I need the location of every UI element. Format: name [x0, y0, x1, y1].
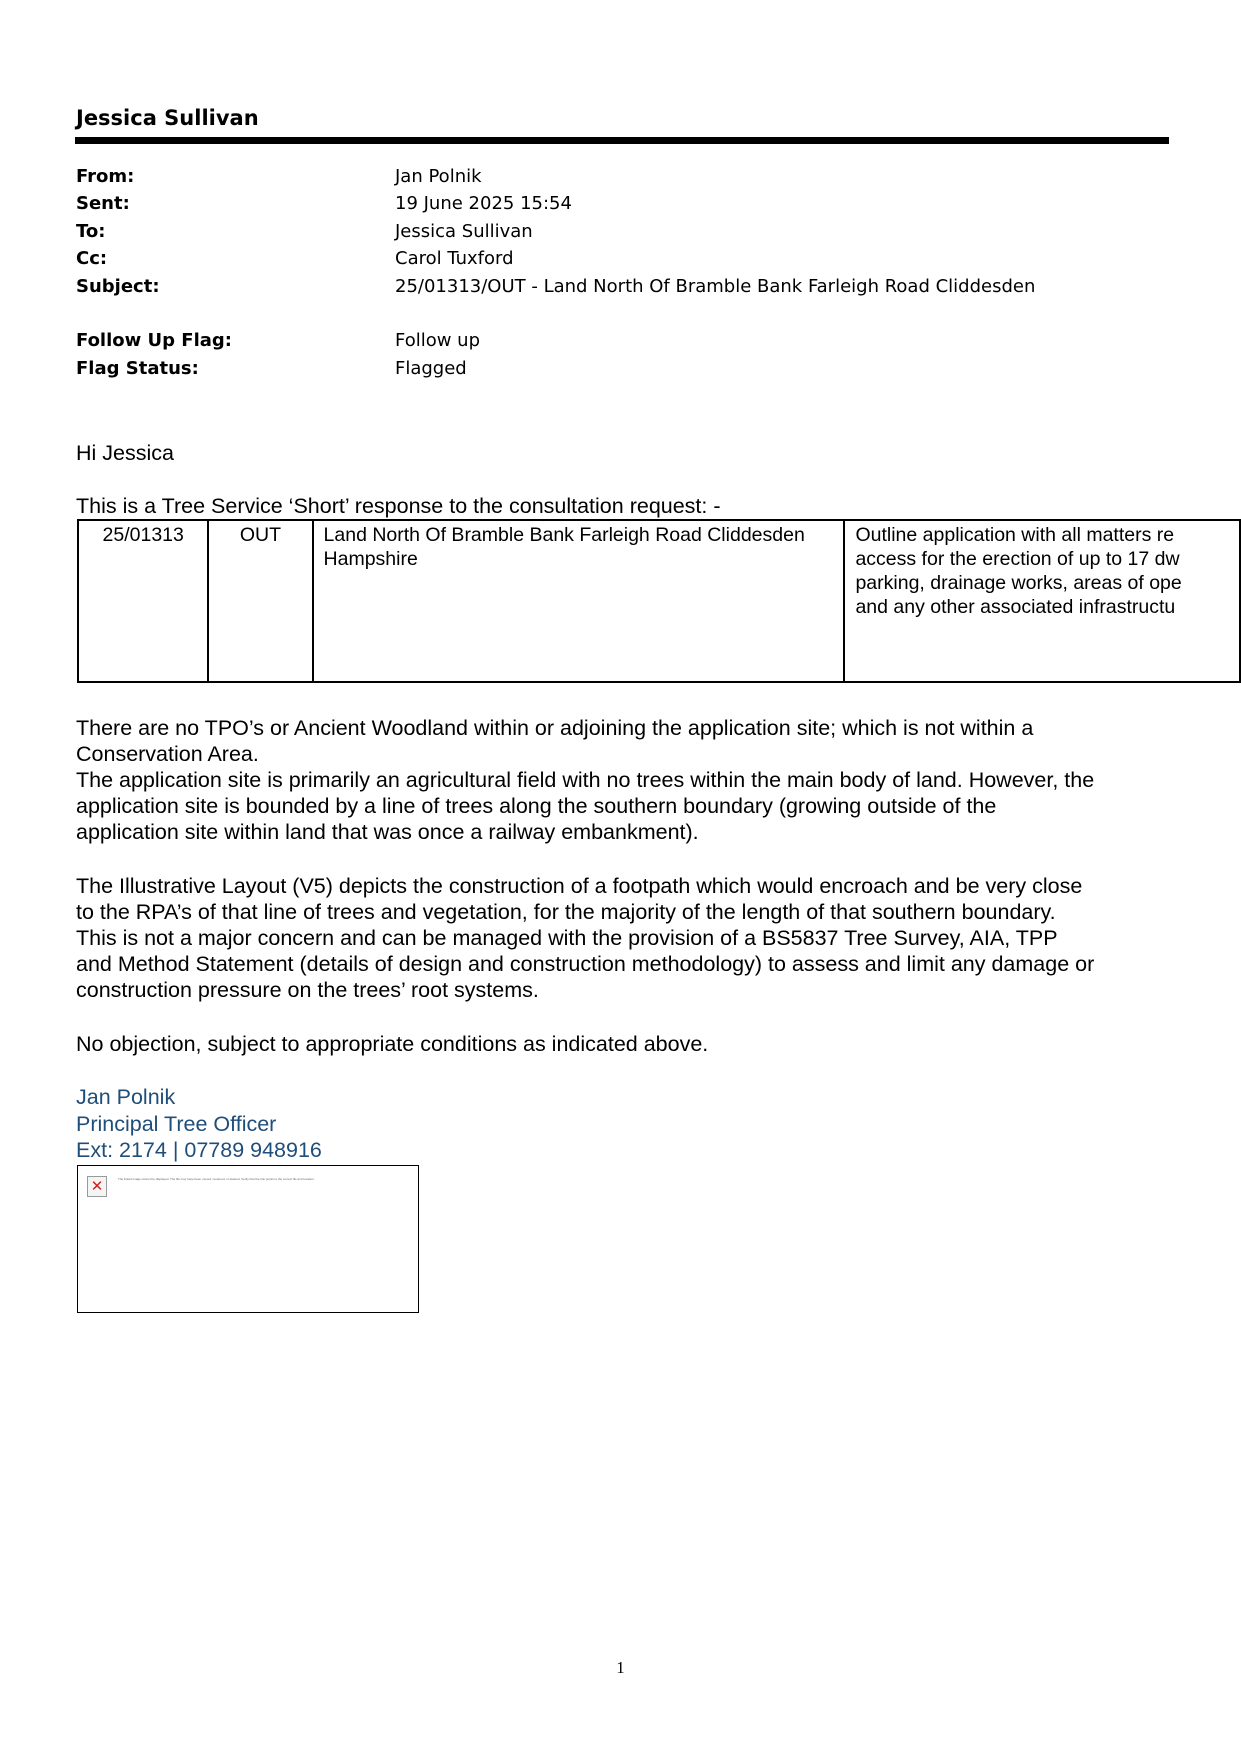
application-type: OUT [239, 524, 282, 546]
proposal-description-line: and any other associated infrastructu [855, 596, 1176, 618]
to-label: To: [76, 221, 106, 242]
header-divider [75, 137, 1169, 144]
proposal-description-line: parking, drainage works, areas of ope [855, 572, 1182, 594]
intro-line: This is a Tree Service ‘Short’ response to the consultation request: - [76, 494, 721, 518]
flag-status-value: Flagged [395, 358, 467, 379]
paragraph-line: The Illustrative Layout (V5) depicts the construction of a footpath which would encroach and be very close [76, 874, 1083, 898]
conclusion: No objection, subject to appropriate conditions as indicated above. [76, 1032, 709, 1056]
application-type-cell [208, 520, 312, 682]
application-reference: 25/01313 [102, 524, 184, 546]
cc-value: Carol Tuxford [395, 248, 514, 269]
cc-label: Cc: [76, 248, 108, 269]
follow-up-flag-value: Follow up [395, 330, 481, 351]
page-number: 1 [616, 1658, 625, 1677]
site-location-line: Hampshire [323, 548, 418, 570]
paragraph-line: application site is bounded by a line of trees along the southern boundary (growing outside of the [76, 794, 997, 818]
paragraph-line: construction pressure on the trees’ root systems. [76, 978, 539, 1002]
paragraph-line: There are no TPO’s or Ancient Woodland within or adjoining the application site; which is not within a [76, 716, 1034, 740]
to-value: Jessica Sullivan [395, 221, 533, 242]
follow-up-flag-label: Follow Up Flag: [76, 330, 232, 351]
paragraph-line: application site within land that was once a railway embankment). [76, 820, 699, 844]
proposal-description-cell [844, 520, 1240, 682]
paragraph-1 [76, 715, 1094, 845]
site-location-line: Land North Of Bramble Bank Farleigh Road Cliddesden [323, 524, 805, 546]
signature-title: Principal Tree Officer [76, 1112, 277, 1136]
proposal-description-line: Outline application with all matters re [855, 524, 1175, 546]
proposal-description-line: access for the erection of up to 17 dw [855, 548, 1180, 570]
from-label: From: [76, 166, 135, 187]
paragraph-line: Conservation Area. [76, 742, 259, 766]
sent-label: Sent: [76, 193, 130, 214]
signature-name: Jan Polnik [76, 1085, 176, 1109]
paragraph-line: and Method Statement (details of design and construction methodology) to assess and limit any damage or [76, 952, 1095, 976]
from-value: Jan Polnik [395, 166, 482, 187]
signature-contact: Ext: 2174 | 07789 948916 [76, 1138, 322, 1162]
broken-image-icon: ✕ [87, 1176, 107, 1197]
mailbox-owner-name: Jessica Sullivan [76, 106, 259, 130]
consultation-table [77, 519, 1241, 683]
paragraph-line: The application site is primarily an agricultural field with no trees within the main body of land. However, the [76, 768, 1095, 792]
sent-value: 19 June 2025 15:54 [395, 193, 572, 214]
flag-status-label: Flag Status: [76, 358, 199, 379]
subject-label: Subject: [76, 276, 160, 297]
paragraph-line: This is not a major concern and can be managed with the provision of a BS5837 Tree Survey, AIA, TPP [76, 926, 1058, 950]
paragraph-2 [76, 873, 1094, 1003]
table-row [78, 520, 1240, 682]
subject-value: 25/01313/OUT - Land North Of Bramble Bank Farleigh Road Cliddesden [395, 276, 1036, 297]
site-location-cell [313, 520, 845, 682]
paragraph-line: to the RPA’s of that line of trees and vegetation, for the majority of the length of that southern boundary. [76, 900, 1056, 924]
signature-image-placeholder [77, 1165, 419, 1313]
application-reference-cell [78, 520, 208, 682]
greeting: Hi Jessica [76, 441, 174, 465]
broken-image-message: The linked image cannot be displayed. The file may have been moved, renamed, or deleted. Verify that the link points to the correct file and location. [118, 1177, 315, 1181]
